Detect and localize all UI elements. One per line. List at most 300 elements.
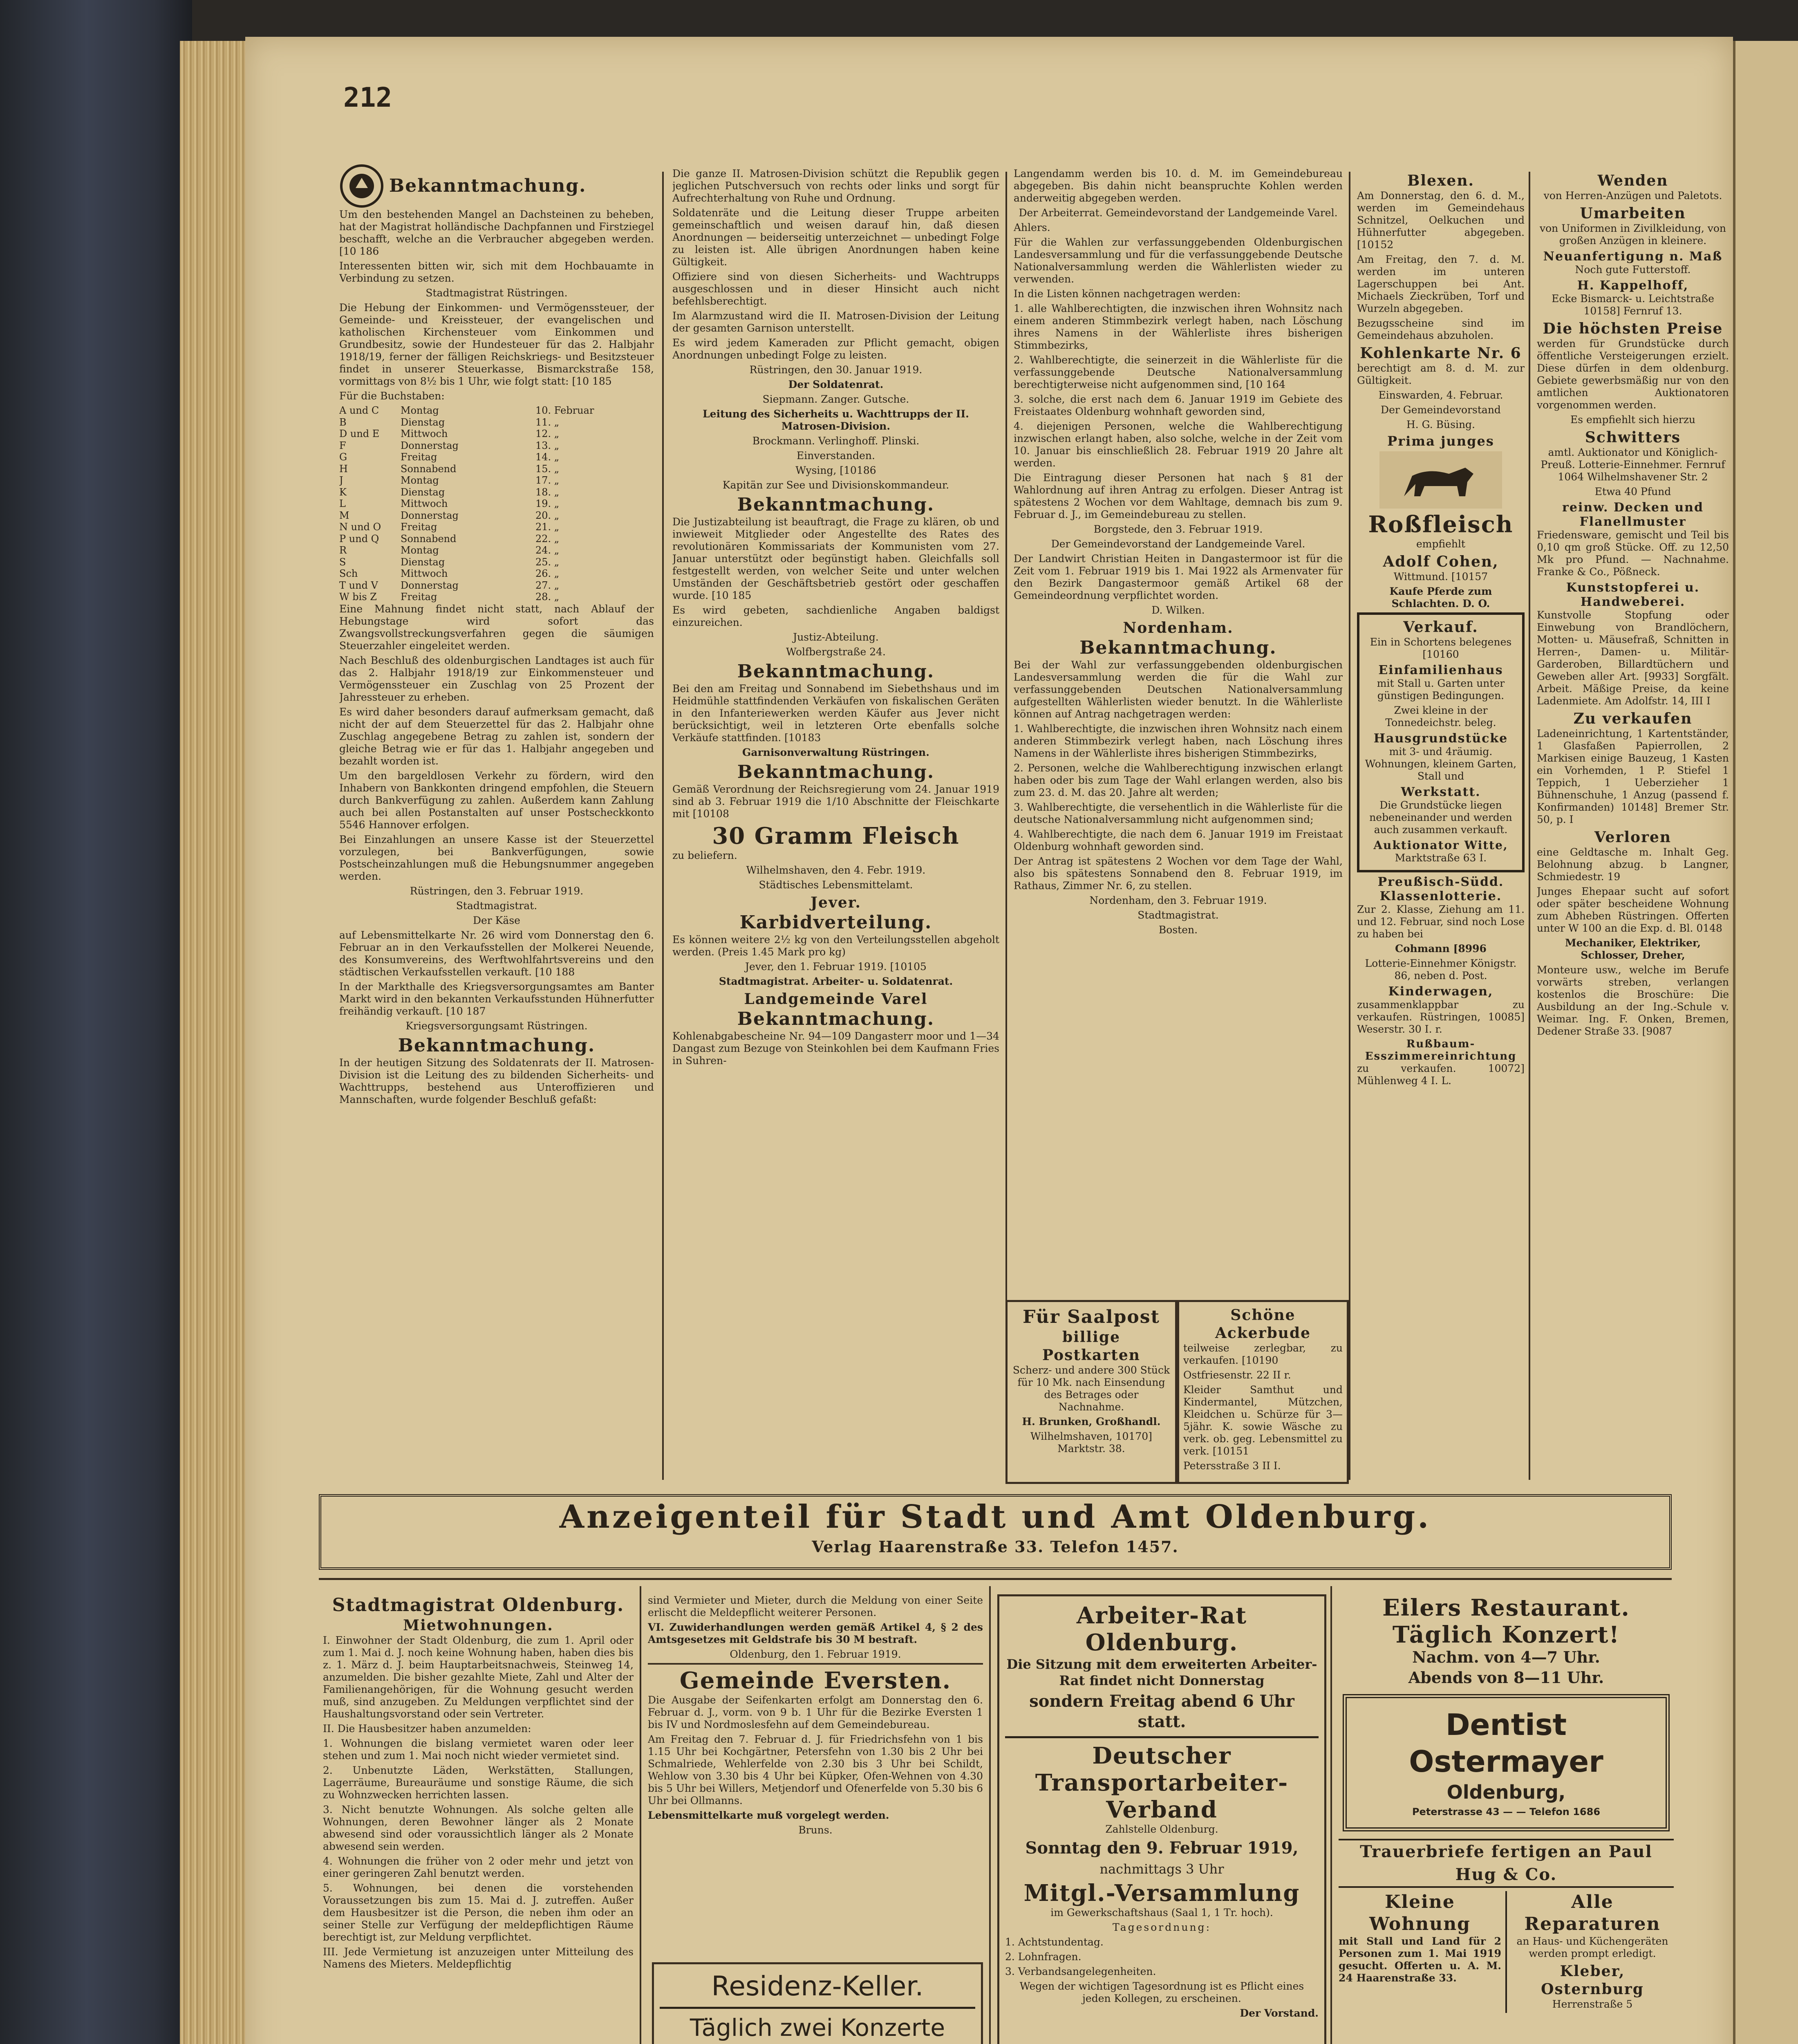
paragraph: Der Landwirt Christian Heiten in Dangastermoor ist für die Zeit vom 1. Februar 1919 bis 1. Mai 1922 als Armenvater für den Bezirk Dangastermoor gemäß Artikel 68 der Gemeindeordnung verpflichtet worden. bbox=[1014, 553, 1343, 601]
ad-text: Petersstraße 3 II I. bbox=[1183, 1460, 1281, 1472]
ad-subtitle: Mietwohnungen. bbox=[403, 1617, 553, 1634]
paragraph: Gemäß Verordnung der Reichsregierung vom 24. Januar 1919 sind ab 3. Februar 1919 die 1/10 Abschnitte der Fleischkarte mit [10108 bbox=[672, 783, 999, 820]
paragraph: Die Eintragung dieser Personen hat nach § 81 der Wahlordnung auf ihren Antrag zu erfolgen. Dieser Antrag ist spätestens 2 Wochen vor dem Wahltage, demnach bis zum 9. Februar d. J., im Gemeindebureau zu stellen. bbox=[1014, 472, 1343, 520]
schedule-cell-letters: L bbox=[339, 498, 346, 509]
section-heading: Nordenham. bbox=[1123, 619, 1234, 637]
ad-title: Kohlenkarte Nr. 6 bbox=[1360, 345, 1522, 362]
divider bbox=[660, 2007, 975, 2009]
schedule-row bbox=[339, 428, 654, 440]
list-item: 2. Wahlberechtigte, die seinerzeit in die Wählerliste für die verfassunggebende Deutsche Nationalversammlung berechtigterweise nicht aufgenommen sind, [10 164 bbox=[1014, 354, 1343, 390]
schedule-cell-date: 22. „ bbox=[535, 533, 560, 545]
signature: H. G. Büsing. bbox=[1406, 419, 1476, 430]
schedule-cell-day: Freitag bbox=[401, 591, 437, 603]
schedule-row bbox=[339, 521, 654, 533]
ad-text: Zahlstelle Oldenburg. bbox=[1105, 1823, 1218, 1835]
ad-text: zusammenklappbar zu verkaufen. Rüstringen, 10085] Weserstr. 30 I. r. bbox=[1357, 999, 1525, 1035]
list-item: 2. Lohnfragen. bbox=[1005, 1951, 1081, 1963]
ad-title: Kleine Wohnung bbox=[1369, 1892, 1471, 1934]
schedule-row bbox=[339, 545, 654, 556]
ad-title: Werkstatt. bbox=[1401, 785, 1481, 799]
paragraph: Es wird jedem Kameraden zur Pflicht gemacht, obigen Anordnungen unbedingt Folge zu leisten. bbox=[672, 337, 999, 361]
schedule-cell-letters: B bbox=[339, 416, 347, 428]
signature: Stadtmagistrat. Arbeiter- u. Soldatenrat. bbox=[719, 975, 953, 987]
ad-title: reinw. Decken und Flanellmuster bbox=[1562, 500, 1704, 529]
ad-text: empfiehlt bbox=[1416, 538, 1466, 550]
schedule-cell-date: 18. „ bbox=[535, 486, 560, 498]
ad-title: Auktionator Witte, bbox=[1373, 838, 1508, 852]
ad-text: Kaufe Pferde zum Schlachten. D. O. bbox=[1389, 585, 1492, 610]
ad-gemeinde-eversten bbox=[648, 1594, 983, 1954]
signature: Städtisches Lebensmittelamt. bbox=[759, 879, 913, 891]
list-item: 3. solche, die erst nach dem 6. Januar 1919 im Gebiete des Freistaates Oldenburg wohnhaft geworden sind, bbox=[1014, 393, 1343, 417]
signature: Stadtmagistrat. bbox=[1137, 909, 1219, 921]
ad-text: Kunstvolle Stopfung oder Einwebung von Brandlöchern, Motten- u. Mäusefraß, Schnitten in Herren-, Damen- u. Militär-Garderoben, Billardtüchern und Geweben aller Art. [9933] Sorgfält. Arbeit. Mäßige Preise, da keine Ladenmiete. Am Adolfstr. 14, III I bbox=[1537, 609, 1729, 707]
schedule-cell-letters: S bbox=[339, 556, 346, 568]
section-heading: Landgemeinde Varel bbox=[744, 991, 928, 1008]
paragraph: Die Ausgabe der Seifenkarten erfolgt am Donnerstag den 6. Februar d. J., vorm. von 9 b. 1 Uhr für die Bezirke Eversten 1 bis IV und Nordmoslesfehn auf dem Gemeindebureau. bbox=[648, 1694, 983, 1730]
ad-title: Schöne Ackerbude bbox=[1215, 1307, 1311, 1342]
paragraph: Die Justizabteilung ist beauftragt, die Frage zu klären, ob und inwieweit Mitglieder oder Angestellte des Rates des revolutionären Kommissariats der Kommunisten vom 27. Januar unterstützt oder begünstigt haben. Gleichfalls soll festgestellt werden, von welcher Seite und unter welchen Umständen der Geschäftsbetrieb gestört oder geschaffen wurde. [10 185 bbox=[672, 516, 999, 601]
schedule-cell-letters: D und E bbox=[339, 428, 380, 439]
signature: Kapitän zur See und Divisionskommandeur. bbox=[722, 479, 949, 491]
ad-saalpost bbox=[1005, 1300, 1177, 1484]
ad-residenz-keller bbox=[652, 1962, 983, 2044]
list-item: 4. Wohnungen die früher von 2 oder mehr und jetzt von einer geringeren Zahl benutzt werden. bbox=[323, 1855, 634, 1879]
ad-title: Kinderwagen, bbox=[1388, 984, 1493, 999]
ad-text: Die Grundstücke liegen nebeneinander und werden auch zusammen verkauft. bbox=[1369, 799, 1512, 836]
ad-title: Eilers Restaurant. bbox=[1382, 1594, 1630, 1621]
schedule-cell-day: Mittwoch bbox=[401, 498, 448, 509]
ad-text: mit Stall u. Garten unter günstigen Bedingungen. bbox=[1377, 677, 1505, 702]
schedule-cell-letters: J bbox=[339, 475, 343, 486]
ad-reparaturen bbox=[1511, 1891, 1674, 2013]
schedule-cell-letters: M bbox=[339, 509, 349, 521]
paragraph: Bezugsscheine sind im Gemeindehaus abzuholen. bbox=[1357, 317, 1525, 341]
ad-dentist-box bbox=[1343, 1694, 1670, 1831]
schedule-row bbox=[339, 417, 654, 428]
registration-list bbox=[323, 1737, 634, 1943]
ad-title: Zu verkaufen bbox=[1573, 710, 1693, 727]
ad-title: Für Saalpost bbox=[1023, 1307, 1160, 1327]
ad-text: Wegen der wichtigen Tagesordnung ist es Pflicht eines jeden Kollegen, zu erscheinen. bbox=[1019, 1980, 1304, 2004]
schedule-row bbox=[339, 580, 654, 592]
signature: Wolfbergstraße 24. bbox=[786, 646, 886, 658]
section-heading: Jever. bbox=[811, 894, 861, 911]
ad-text: mit Stall und Land für 2 Personen zum 1. Mai 1919 gesucht. Offerten u. A. M. 24 Haarenstraße 33. bbox=[1339, 1935, 1502, 1984]
ad-title: Rußbaum-Esszimmereinrichtung bbox=[1365, 1038, 1517, 1062]
schedule-cell-day: Freitag bbox=[401, 521, 437, 533]
ad-column-right bbox=[1339, 1594, 1674, 2044]
ad-title: Residenz-Keller. bbox=[711, 1970, 924, 2002]
ad-text: Junges Ehepaar sucht auf sofort oder später bescheidene Wohnung zum Abheben Rüstringen. Offerten unter W 100 an die Exp. d. Bl. 0148 bbox=[1537, 885, 1729, 934]
schedule-row bbox=[339, 510, 654, 522]
ad-title: Roßfleisch bbox=[1368, 511, 1514, 538]
list-item: 1. alle Wahlberechtigten, die inzwischen ihren Wohnsitz nach einem anderen Stimmbezirk verlegt haben, nach Löschung ihres Namens in der Wählerliste ihres bisherigen Stimmbezirks, bbox=[1014, 303, 1343, 351]
schedule-cell-date: 19. „ bbox=[535, 498, 560, 509]
ad-text: Abends von 8—11 Uhr. bbox=[1408, 1668, 1604, 1687]
ad-text: im Gewerkschaftshaus (Saal 1, 1 Tr. hoch). bbox=[1050, 1907, 1273, 1918]
paragraph: Am Donnerstag, den 6. d. M., werden im Gemeindehaus Schnitzel, Oelkuchen und Hühnerfutter abgegeben. [10152 bbox=[1357, 190, 1525, 251]
paragraph: Am Freitag den 7. Februar d. J. für Friedrichsfehn von 1 bis 1.15 Uhr bei Kochgärtner, Petersfehn von 1.30 bis 2 Uhr bei Schmalriede, Wehlerfelde von 2.30 bis 3 Uhr bei Schildt, Wehlow von 3.30 bis 4 Uhr bei Küpker, Ofen-Wehnen von 4.30 bis 5 Uhr bei Willers, Metjendorf und Ofenerfelde von 5.30 bis 6 Uhr bei Ollmanns. bbox=[648, 1733, 983, 1806]
ad-title: Stadtmagistrat Oldenburg. bbox=[332, 1595, 625, 1616]
list-item: 1. Wahlberechtigte, die inzwischen ihren Wohnsitz nach einem anderen Stimmbezirk verlegt haben, nach Löschung ihres Namens in der Wählerliste ihres bisherigen Stimmbezirks, bbox=[1014, 723, 1343, 759]
schedule-cell-date: 25. „ bbox=[535, 556, 560, 568]
ad-text: von Uniformen in Zivilkleidung, von großen Anzügen in kleinere. bbox=[1539, 222, 1726, 247]
paragraph: Für die Wahlen zur verfassunggebenden Oldenburgischen Landesversammlung und für die verfassunggebende Deutsche Nationalversammlung werden die Wählerlisten wieder zu verwenden. bbox=[1014, 236, 1343, 285]
ad-text: H. Brunken, Großhandl. bbox=[1022, 1416, 1161, 1428]
notice-title: Der Käse bbox=[473, 914, 520, 926]
schedule-row bbox=[339, 556, 654, 568]
horse-illustration-icon bbox=[1379, 451, 1502, 509]
ad-text: Herrenstraße 5 bbox=[1552, 1998, 1633, 2010]
dateline: Rüstringen, den 3. Februar 1919. bbox=[410, 885, 584, 897]
ad-title: Gemeinde Eversten. bbox=[679, 1667, 952, 1694]
paragraph: Für die Buchstaben: bbox=[339, 390, 445, 402]
page-number: 212 bbox=[343, 82, 392, 113]
dateline: Oldenburg, den 1. Februar 1919. bbox=[730, 1648, 901, 1660]
ad-title: Arbeiter-Rat Oldenburg. bbox=[1076, 1602, 1247, 1656]
dateline: Borgstede, den 3. Februar 1919. bbox=[1093, 523, 1263, 535]
list-item: 4. diejenigen Personen, welche die Wahlberechtigung inzwischen erlangt haben, also solche, welche in der Zeit vom 10. Januar bis einschließlich 28. Februar 1919 20 Jahre alt werden. bbox=[1014, 420, 1343, 469]
signature: Der Vorstand. bbox=[1240, 2007, 1319, 2019]
ad-text: werden für Grundstücke durch öffentliche Versteigerungen erzielt. Diese dürfen in dem oldenburg. Gebiete gewerbsmäßig nur von den amtlichen Auktionatoren vorgenommen werden. bbox=[1537, 338, 1729, 411]
list-item: 3. Wahlberechtigte, die versehentlich in die Wählerliste für die deutsche Nationalversammlung nicht aufgenommen sind; bbox=[1014, 801, 1343, 825]
paragraph: Bei Einzahlungen an unsere Kasse ist der Steuerzettel vorzulegen, bei Bankverfügungen, sowie Postscheinzahlungen muß die Hebungsnummer angegeben werden. bbox=[339, 833, 654, 882]
column-rule bbox=[1505, 1891, 1507, 2013]
ad-text: Friedensware, gemischt und Teil bis 0,10 qm groß Stücke. Off. zu 12,50 Mk pro Pfund. — Nachnahme. Franke & Co., Pößneck. bbox=[1537, 529, 1729, 578]
schedule-row bbox=[339, 591, 654, 603]
ad-text: Marktstraße 63 I. bbox=[1395, 852, 1487, 864]
signature: Brockmann. Verlinghoff. Plinski. bbox=[752, 435, 920, 447]
list-item: 4. Wahlberechtigte, die nach dem 6. Januar 1919 im Freistaat Oldenburg wohnhaft geworden sind. bbox=[1014, 828, 1343, 852]
paragraph: Die Hebung der Einkommen- und Vermögenssteuer, der Gemeinde- und Kreissteuer, der evangelischen und katholischen Kirchensteuer vom Einkommen und Grundbesitz, sowie der Hundesteuer für das 2. Halbjahr 1918/19, ferner der fälligen Reichskriegs- und Besitzsteuer findet in unserer Steuerkasse, Bismarckstraße 158, vormittags von 8½ bis 1 Uhr, wie folgt statt: [10 185 bbox=[339, 302, 654, 387]
ad-text: Wilhelmshaven, 10170] Marktstr. 38. bbox=[1030, 1430, 1152, 1455]
ad-text: teilweise zerlegbar, zu verkaufen. [10190 bbox=[1183, 1342, 1343, 1366]
ad-text: Ein in Schortens belegenes [10160 bbox=[1370, 636, 1512, 660]
ad-text: amtl. Auktionator und Königlich-Preuß. Lotterie-Einnehmer. Fernruf 1064 Wilhelmshavener Str. 2 bbox=[1541, 446, 1725, 483]
column-rule bbox=[1330, 1586, 1332, 2044]
paragraph: Bei der Wahl zur verfassunggebenden oldenburgischen Landesversammlung werden die für die Wahl zur verfassunggebenden Deutschen Nationalversammlung aufgestellten Wählerlisten wieder benutzt. In die Wählerliste können auf Antrag nachgetragen werden: bbox=[1014, 659, 1343, 720]
dateline: Wilhelmshaven, den 4. Febr. 1919. bbox=[746, 864, 926, 876]
ad-title: Verkauf. bbox=[1403, 619, 1478, 636]
paragraph: Am Freitag, den 7. d. M. werden im unteren Lagerschuppen bei Ant. Michaels Zieckrüben, Torf und Wurzeln abgegeben. bbox=[1357, 253, 1525, 314]
ad-text: Kleider Samthut und Kindermantel, Mützchen, Kleidchen u. Schürze für 3—5jähr. K. sowie Wäsche zu verk. ob. geg. Lebensmittel zu verk. [10151 bbox=[1183, 1384, 1343, 1457]
ad-text: zu verkaufen. 10072] Mühlenweg 4 I. L. bbox=[1357, 1062, 1525, 1087]
signature: Ahlers. bbox=[1014, 222, 1050, 233]
ad-text: Ladeneinrichtung, 1 Kartentständer, 1 Glasfaßen Papierrollen, 2 Markisen einige Bauzeug, 1 Kasten ein Vorhemden, 1 P. Stiefel 1 Teppich, 1 Ueberzieher 1 Bühnenschuhe, 1 Anzug (passend f. Konfirmanden) 10148] Bremer Str. 50, p. I bbox=[1537, 728, 1729, 825]
schedule-cell-letters: T und V bbox=[339, 579, 378, 591]
ad-text: mit 3- und 4räumig. Wohnungen, kleinem Garten, Stall und bbox=[1365, 746, 1517, 782]
schedule-cell-day: Donnerstag bbox=[401, 579, 459, 591]
schedule-cell-letters: K bbox=[339, 486, 347, 498]
column-1 bbox=[339, 164, 654, 1484]
ad-title: Die höchsten Preise bbox=[1543, 320, 1723, 337]
announcement-title: Bekanntmachung. bbox=[1079, 637, 1277, 658]
signature: Bruns. bbox=[798, 1824, 833, 1836]
ad-text: Die Sitzung mit dem erweiterten Arbeiter-Rat findet nicht Donnerstag bbox=[1006, 1656, 1317, 1688]
paragraph: I. Einwohner der Stadt Oldenburg, die zum 1. April oder zum 1. Mai d. J. noch keine Wohnung haben, haben dies bis z. 1. März d. J. beim Hauptarbeitsnachweis, Steinweg 14, anzumelden. Die bisher gezahlte Miete, Zahl und Alter der Familienangehörigen, für die Wohnung gesucht werden muß, sind anzugeben. Zu Meldungen verpflichtet sind der Haushaltungsvorstand oder sein Vertreter. bbox=[323, 1634, 634, 1720]
paragraph: Um den bestehenden Mangel an Dachsteinen zu beheben, hat der Magistrat holländische Dachpfannen und Firstziegel beschafft, welche an die Verbraucher abgegeben werden. [10 186 bbox=[339, 208, 654, 257]
list-item: 3. Verbandsangelegenheiten. bbox=[1005, 1966, 1156, 1977]
dateline: Einswarden, 4. Februar. bbox=[1378, 389, 1503, 401]
list-item: 5. Wohnungen, bei denen die vorstehenden Voraussetzungen bis zum 15. Mai d. J. zutreffen. Außer dem Hausbesitzer ist die Person, die neben ihm oder an seiner Stelle zur Verfügung der meldepflichtigen Räume berechtigt ist, zur Meldung verpflichtet. bbox=[323, 1882, 634, 1943]
ad-title: Umarbeiten bbox=[1580, 205, 1686, 222]
divider bbox=[1005, 1736, 1319, 1738]
divider bbox=[648, 1663, 983, 1665]
book-spine bbox=[0, 0, 192, 2044]
paragraph: Der Antrag ist spätestens 2 Wochen vor dem Tage der Wahl, also bis spätestens Sonnabend den 8. Februar 1919, im Rathaus, Zimmer Nr. 6, zu stellen. bbox=[1014, 855, 1343, 892]
paragraph: II. Die Hausbesitzer haben anzumelden: bbox=[323, 1723, 531, 1735]
paragraph: Offiziere sind von diesen Sicherheits- und Wachtrupps ausgeschlossen und in dieser Hinsicht auch nicht befehlsberechtigt. bbox=[672, 271, 999, 307]
announcement-title: Karbidverteilung. bbox=[739, 912, 932, 933]
section-heading: Blexen. bbox=[1407, 172, 1475, 189]
paragraph: Nach Beschluß des oldenburgischen Landtages ist auch für das 2. Halbjahr 1918/19 zur Einkommensteuer und Vermögenssteuer ein Zuschlag von 25 Prozent der Jahressteuer zu erheben. bbox=[339, 654, 654, 703]
ad-subtitle: billige Postkarten bbox=[1042, 1329, 1140, 1364]
announcement-title: Bekanntmachung. bbox=[737, 762, 935, 782]
column-rule bbox=[1349, 172, 1350, 1480]
ad-text: sondern Freitag abend 6 Uhr statt. bbox=[1029, 1692, 1294, 1731]
paragraph: Die ganze II. Matrosen-Division schützt die Republik gegen jeglichen Putschversuch von rechts oder links und sorgt für Aufrechterhaltung von Ruhe und Ordnung. bbox=[672, 168, 999, 204]
agenda-list bbox=[1005, 1936, 1319, 1978]
column-4 bbox=[1357, 172, 1525, 1484]
schedule-cell-day: Mittwoch bbox=[401, 568, 448, 579]
eligibility-list bbox=[1014, 723, 1343, 853]
ad-stadtmagistrat-oldenburg bbox=[323, 1594, 634, 2044]
ad-text: Nachm. von 4—7 Uhr. bbox=[1412, 1648, 1600, 1666]
divider bbox=[1339, 1886, 1674, 1888]
ad-title: Prima junges bbox=[1387, 433, 1494, 449]
schedule-cell-day: Sonnabend bbox=[401, 463, 457, 475]
schedule-cell-date: 15. „ bbox=[535, 463, 560, 475]
paragraph: zu beliefern. bbox=[672, 849, 737, 861]
signature: Einverstanden. bbox=[797, 450, 875, 462]
schedule-row bbox=[339, 498, 654, 510]
signature: Wysing, [10186 bbox=[795, 464, 876, 476]
paragraph: Eine Mahnung findet nicht statt, nach Ablauf der Hebungstage wird sofort das Zwangsvollstreckungsverfahren gegen die säumigen Steuerzahler eingeleitet werden. bbox=[339, 603, 654, 652]
paragraph: sind Vermieter und Mieter, durch die Meldung von einer Seite erlischt die Meldepflicht weiterer Personen. bbox=[648, 1594, 983, 1618]
schedule-cell-day: Donnerstag bbox=[401, 439, 459, 451]
ad-title: Wenden bbox=[1597, 172, 1668, 189]
ad-name: Cohmann [8996 bbox=[1395, 943, 1487, 955]
eligibility-list bbox=[1014, 303, 1343, 469]
schedule-cell-date: 24. „ bbox=[535, 545, 560, 556]
ad-name: Schwitters bbox=[1585, 429, 1681, 446]
signature: Der Gemeindevorstand bbox=[1381, 404, 1501, 416]
schedule-cell-day: Montag bbox=[401, 475, 439, 486]
ad-title: Deutscher Transportarbeiter-Verband bbox=[1035, 1742, 1289, 1823]
schedule-cell-letters: Sch bbox=[339, 568, 358, 579]
paragraph: III. Jede Vermietung ist anzuzeigen unter Mitteilung des Namens des Mieters. Meldepflichtig bbox=[323, 1946, 634, 1970]
schedule-cell-date: 11. „ bbox=[535, 416, 560, 428]
ad-text: Scherz- und andere 300 Stück für 10 Mk. nach Einsendung des Betrages oder Nachnahme. bbox=[1012, 1364, 1170, 1413]
signature: Leitung des Sicherheits u. Wachttrupps der II. Matrosen-Division. bbox=[703, 408, 969, 432]
ad-text: eine Geldtasche m. Inhalt Geg. Belohnung abzug. b Langner, Schmiedestr. 19 bbox=[1537, 846, 1729, 883]
schedule-cell-letters: H bbox=[339, 463, 348, 475]
ad-title: Preußisch-Südd. Klassenlotterie. bbox=[1377, 875, 1504, 903]
ad-text: Monteure usw., welche im Berufe vorwärts streben, verlangen kostenlos die Broschüre: Die Ausbildung an der Ing.-Schule v. Weimar. Ing. F. Onken, Bremen, Dedener Straße 33. [9087 bbox=[1537, 964, 1729, 1037]
ad-text: Täglich zwei Konzerte bbox=[690, 2014, 945, 2042]
schedule-cell-day: Sonnabend bbox=[401, 533, 457, 545]
schedule-row bbox=[339, 451, 654, 463]
schedule-cell-letters: G bbox=[339, 451, 347, 463]
signature: Justiz-Abteilung. bbox=[793, 631, 879, 643]
ad-text: nachmittags 3 Uhr bbox=[1099, 1861, 1224, 1877]
signature: Stadtmagistrat. bbox=[456, 899, 537, 912]
paragraph: Um den bargeldlosen Verkehr zu fördern, wird den Inhabern von Bankkonten dringend empfohlen, die Steuern durch Bankverfügung zu zahlen. Außerdem kann Zahlung auch bei allen Postanstalten auf unser Postscheckkonto 5546 Hannover erfolgen. bbox=[339, 769, 654, 831]
schedule-cell-letters: F bbox=[339, 439, 346, 451]
ad-title: Trauerbriefe fertigen an Paul Hug & Co. bbox=[1360, 1842, 1652, 1884]
signature: Bosten. bbox=[1158, 924, 1198, 936]
ad-kleine-wohnung bbox=[1339, 1891, 1501, 2013]
ad-text: von Herren-Anzügen und Paletots. bbox=[1543, 190, 1722, 202]
schedule-cell-day: Mittwoch bbox=[401, 428, 448, 439]
schedule-cell-day: Donnerstag bbox=[401, 509, 459, 521]
ad-text: Etwa 40 Pfund bbox=[1594, 486, 1671, 498]
schedule-cell-letters: N und O bbox=[339, 521, 381, 533]
column-rule bbox=[989, 1586, 991, 2044]
announcement-title: Bekanntmachung. bbox=[737, 494, 935, 515]
schedule-row bbox=[339, 568, 654, 580]
ad-title: Verloren bbox=[1594, 829, 1672, 846]
schedule-row bbox=[339, 533, 654, 545]
ad-text: an Haus- und Küchengeräten werden prompt erledigt. bbox=[1516, 1935, 1668, 1959]
ad-text: Zur 2. Klasse, Ziehung am 11. und 12. Februar, sind noch Lose zu haben bei bbox=[1357, 903, 1525, 940]
ad-text: Ecke Bismarck- u. Leichtstraße 10158] Fernruf 13. bbox=[1552, 293, 1714, 317]
paragraph: Es wird daher besonders darauf aufmerksam gemacht, daß nicht der auf dem Steuerzettel für das 2. Halbjahr ohne Zuschlag angegebene Betrag zu zahlen ist, sondern der gleiche Betrag wie er für das 1. Halbjahr angegeben und bezahlt worden ist. bbox=[339, 706, 654, 767]
divider bbox=[319, 1578, 1672, 1580]
schedule-cell-date: 27. „ bbox=[535, 579, 560, 591]
list-item: 2. Unbenutzte Läden, Werkstätten, Stallungen, Lagerräume, Bureauräume und sonstige Räume, die sich zu Wohnzwecken herrichten lassen. bbox=[323, 1764, 634, 1801]
ad-title: Mechaniker, Elektriker, Schlosser, Dreher, bbox=[1565, 937, 1701, 961]
ad-text: Peterstrasse 43 — — Telefon 1686 bbox=[1412, 1806, 1601, 1818]
schedule-cell-day: Dienstag bbox=[401, 486, 445, 498]
schedule-cell-letters: P und Q bbox=[339, 533, 379, 545]
paragraph: Interessenten bitten wir, sich mit dem Hochbauamte in Verbindung zu setzen. bbox=[339, 260, 654, 284]
dateline: Nordenham, den 3. Februar 1919. bbox=[1089, 894, 1267, 906]
schedule-row bbox=[339, 486, 654, 498]
ad-arbeiter-rat bbox=[997, 1594, 1326, 2044]
schedule-cell-date: 21. „ bbox=[535, 521, 560, 533]
signature: Garnisonverwaltung Rüstringen. bbox=[742, 746, 929, 758]
signature: Der Gemeindevorstand der Landgemeinde Varel. bbox=[1051, 538, 1305, 550]
ad-text: Ostfriesenstr. 22 II r. bbox=[1183, 1369, 1291, 1381]
banner-title: Anzeigenteil für Stadt und Amt Oldenburg. bbox=[559, 1498, 1431, 1535]
dateline: Rüstringen, den 30. Januar 1919. bbox=[749, 364, 923, 376]
schedule-row bbox=[339, 463, 654, 475]
banner-subtitle: Verlag Haarenstraße 33. Telefon 1457. bbox=[812, 1537, 1179, 1556]
list-item: 1. Wohnungen die bislang vermietet waren oder leer stehen und zum 1. Mai noch nicht wieder vermietet sind. bbox=[323, 1737, 634, 1762]
ad-title: Einfamilienhaus bbox=[1378, 663, 1503, 677]
signature: Stadtmagistrat Rüstringen. bbox=[425, 287, 568, 299]
column-2 bbox=[672, 168, 999, 1484]
ad-ackerbude bbox=[1177, 1300, 1349, 1484]
schedule-cell-date: 17. „ bbox=[535, 475, 560, 486]
schedule-cell-letters: R bbox=[339, 545, 347, 556]
paragraph: Soldatenräte und die Leitung dieser Truppe arbeiten gemeinschaftlich und weisen darauf hin, daß diesen Anordnungen — beiderseitig unterzeichnet — unbedingt Folge zu leisten ist. Alle übrigen Anordnungen haben keine Gültigkeit. bbox=[672, 207, 999, 268]
schedule-cell-day: Montag bbox=[401, 545, 439, 556]
schedule-row bbox=[339, 440, 654, 452]
schedule-cell-day: Freitag bbox=[401, 451, 437, 463]
list-item: 1. Achtstundentag. bbox=[1005, 1936, 1104, 1948]
ad-title: Dentist Ostermayer bbox=[1409, 1708, 1603, 1779]
paragraph: In die Listen können nachgetragen werden: bbox=[1014, 288, 1241, 300]
paragraph: In der Markthalle des Kriegsversorgungsamtes am Banter Markt wird in den bekannten Verkaufsstunden Hühnerfutter freihändig verkauft. [10 187 bbox=[339, 980, 654, 1017]
ad-name: H. Kappelhoff, bbox=[1577, 278, 1689, 293]
schedule-cell-date: 26. „ bbox=[535, 568, 560, 579]
ad-name: Kleber, Osternburg bbox=[1541, 1963, 1644, 1998]
signature: Siepmann. Zanger. Gutsche. bbox=[762, 393, 909, 405]
ad-name: Adolf Cohen, bbox=[1383, 553, 1499, 570]
paragraph: Langendamm werden bis 10. d. M. im Gemeindebureau abgegeben. Bis dahin nicht beanspruchte Kohlen werden anderweitig abgegeben werden. bbox=[1014, 168, 1343, 204]
ad-title: Täglich Konzert! bbox=[1392, 1621, 1620, 1648]
paragraph: In der heutigen Sitzung des Soldatenrats der II. Matrosen-Division ist die Leitung des zu bildenden Sicherheits- und Wachttrupps, bestehend aus Unteroffizieren und Mannschaften, wurde folgender Beschluß gefaßt: bbox=[339, 1056, 654, 1105]
list-item: 2. Personen, welche die Wahlberechtigung inzwischen erlangt haben oder bis zum Tage der Wahl erlangen werden, also bis zum 23. d. M. das 20. Jahre alt werden; bbox=[1014, 762, 1343, 798]
signature: Der Soldatenrat. bbox=[788, 379, 884, 390]
column-rule bbox=[640, 1586, 641, 2044]
section-banner bbox=[319, 1494, 1672, 1570]
column-rule bbox=[1005, 172, 1007, 1480]
paragraph: Es wird gebeten, sachdienliche Angaben baldigst einzureichen. bbox=[672, 604, 999, 628]
tax-schedule-table bbox=[339, 405, 654, 603]
city-seal-icon bbox=[339, 164, 384, 208]
ad-text bbox=[660, 2042, 975, 2044]
schedule-row bbox=[339, 405, 654, 417]
schedule-cell-letters: A und C bbox=[339, 405, 379, 416]
column-3 bbox=[1014, 168, 1343, 1300]
ad-text: Wittmund. [10157 bbox=[1393, 571, 1488, 583]
signature: Kriegsversorgungsamt Rüstringen. bbox=[405, 1020, 588, 1032]
paragraph: Bei den am Freitag und Sonnabend im Siebethshaus und im Heidmühle stattfindenden Verkäufen von fiskalischen Geräten in den Infanteriewerken werden Käufer aus Jever nicht berücksichtigt, weil in letzteren Orte ebenfalls solche Verkäufe stattfinden. [10183 bbox=[672, 683, 999, 744]
schedule-cell-day: Dienstag bbox=[401, 556, 445, 568]
schedule-row bbox=[339, 475, 654, 486]
ad-title: Hausgrundstücke bbox=[1373, 731, 1508, 746]
ad-text: Lotterie-Einnehmer Königstr. 86, neben d. Post. bbox=[1365, 957, 1517, 982]
announcement-title: Bekanntmachung. bbox=[389, 175, 587, 196]
paragraph: Kohlenabgabescheine Nr. 94—109 Dangasterr moor und 1—34 Dangast zum Bezuge von Steinkohlen bei dem Kaufmann Fries in Suhren- bbox=[672, 1030, 999, 1067]
schedule-cell-date: 12. „ bbox=[535, 428, 560, 439]
ad-text: Noch gute Futterstoff. bbox=[1575, 264, 1691, 276]
ad-text: Zwei kleine in der Tonnedeichstr. beleg. bbox=[1385, 704, 1496, 728]
meat-ration-heading: 30 Gramm Fleisch bbox=[712, 823, 960, 849]
list-item: 3. Nicht benutzte Wohnungen. Als solche gelten alle Wohnungen, deren Bewohner länger als 2 Monate abwesend sind oder voraussichtlich länger als 2 Monate abwesend sein werden. bbox=[323, 1804, 634, 1852]
ad-text: Tagesordnung: bbox=[1112, 1921, 1211, 1933]
announcement-title: Bekanntmachung. bbox=[398, 1035, 596, 1056]
ad-text: Sonntag den 9. Februar 1919, bbox=[1025, 1838, 1299, 1858]
column-rule bbox=[662, 172, 664, 1480]
schedule-cell-date: 20. „ bbox=[535, 509, 560, 521]
ad-text: Es empfiehlt sich hierzu bbox=[1570, 414, 1696, 426]
ad-text: Oldenburg, bbox=[1446, 1781, 1566, 1803]
ad-title: Kunststopferei u. Handweberei. bbox=[1566, 580, 1700, 609]
ad-title: Alle Reparaturen bbox=[1524, 1892, 1661, 1934]
schedule-cell-day: Montag bbox=[401, 405, 439, 416]
schedule-cell-date: 10. Februar bbox=[535, 405, 594, 416]
schedule-cell-date: 28. „ bbox=[535, 591, 560, 603]
announcement-title: Bekanntmachung. bbox=[737, 661, 935, 682]
schedule-cell-date: 14. „ bbox=[535, 451, 560, 463]
ad-box-verkauf bbox=[1357, 612, 1525, 872]
adjacent-page-edge bbox=[1733, 41, 1798, 2044]
paragraph: auf Lebensmittelkarte Nr. 26 wird vom Donnerstag den 6. Februar an in den Verkaufsstellen der Molkerei Neuende, des Konsumvereins, des Werftwohlfahrtsvereins und den städtischen Verkaufsstellen verkauft. [10 188 bbox=[339, 929, 654, 978]
column-5 bbox=[1537, 172, 1729, 1484]
paragraph: Im Alarmzustand wird die II. Matrosen-Division der Leitung der gesamten Garnison unterstellt. bbox=[672, 310, 999, 334]
ad-title: Neuanfertigung n. Maß bbox=[1543, 249, 1723, 264]
announcement-title: Bekanntmachung. bbox=[737, 1009, 935, 1029]
dateline: Jever, den 1. Februar 1919. [10105 bbox=[745, 961, 927, 973]
ad-title: Mitgl.-Versammlung bbox=[1023, 1880, 1300, 1907]
paragraph: Lebensmittelkarte muß vorgelegt werden. bbox=[648, 1809, 889, 1821]
signature: D. Wilken. bbox=[1151, 604, 1205, 616]
